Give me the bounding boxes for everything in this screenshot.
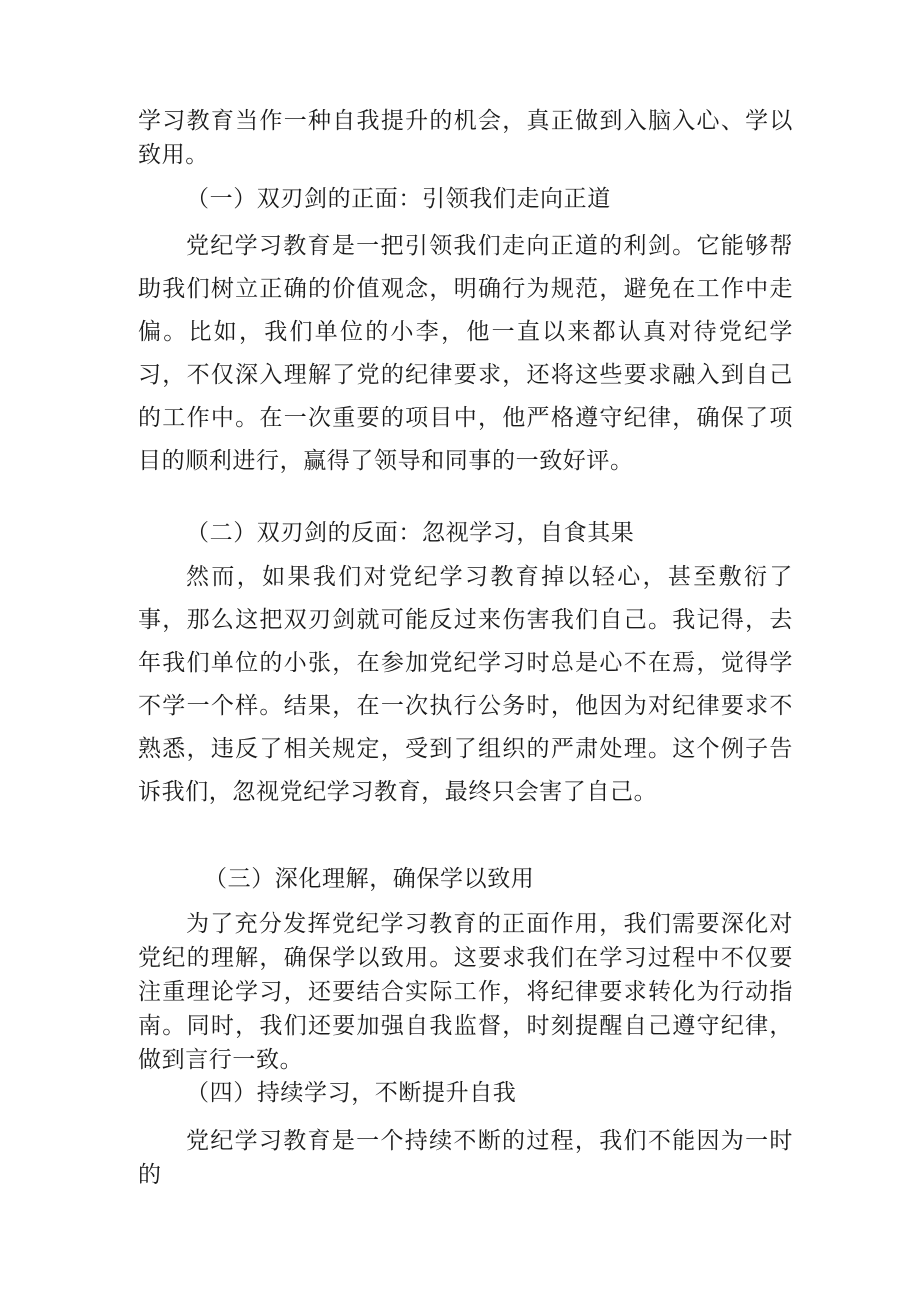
- section-heading-2: （二）双刃剑的反面：忽视学习，自食其果: [186, 520, 635, 546]
- paragraph-section-3: 为了充分发挥党纪学习教育的正面作用，我们需要深化对党纪的理解，确保学以致用。这要求我们在学习过程中不仅要注重理论学习，还要结合实际工作，将纪律要求转化为行动指南。同时，我们还要加强自我监督，时刻提醒自己遵守纪律，做到言行一致。: [138, 911, 793, 1073]
- paragraph-section-2: 然而，如果我们对党纪学习教育掉以轻心，甚至敷衍了事，那么这把双刃剑就可能反过来伤害我们自己。我记得，去年我们单位的小张，在参加党纪学习时总是心不在焉，觉得学不学一个样。结果，在一次执行公务时，他因为对纪律要求不熟悉，违反了相关规定，受到了组织的严肃处理。这个例子告诉我们，忽视党纪学习教育，最终只会害了自己。: [138, 564, 793, 805]
- paragraph-section-1: 党纪学习教育是一把引领我们走向正道的利剑。它能够帮助我们树立正确的价值观念，明确行为规范，避免在工作中走偏。比如，我们单位的小李，他一直以来都认真对待党纪学习，不仅深入理解了党的纪律要求，还将这些要求融入到自己的工作中。在一次重要的项目中，他严格遵守纪律，确保了项目的顺利进行，赢得了领导和同事的一致好评。: [138, 233, 793, 474]
- section-heading-1: （一）双刃剑的正面：引领我们走向正道: [186, 186, 611, 212]
- paragraph-continuation: 学习教育当作一种自我提升的机会，真正做到入脑入心、学以致用。: [138, 108, 793, 168]
- paragraph-section-4: 党纪学习教育是一个持续不断的过程，我们不能因为一时的: [138, 1128, 793, 1188]
- section-heading-3: （三）深化理解，确保学以致用: [204, 866, 535, 892]
- section-heading-4: （四）持续学习，不断提升自我: [186, 1080, 517, 1106]
